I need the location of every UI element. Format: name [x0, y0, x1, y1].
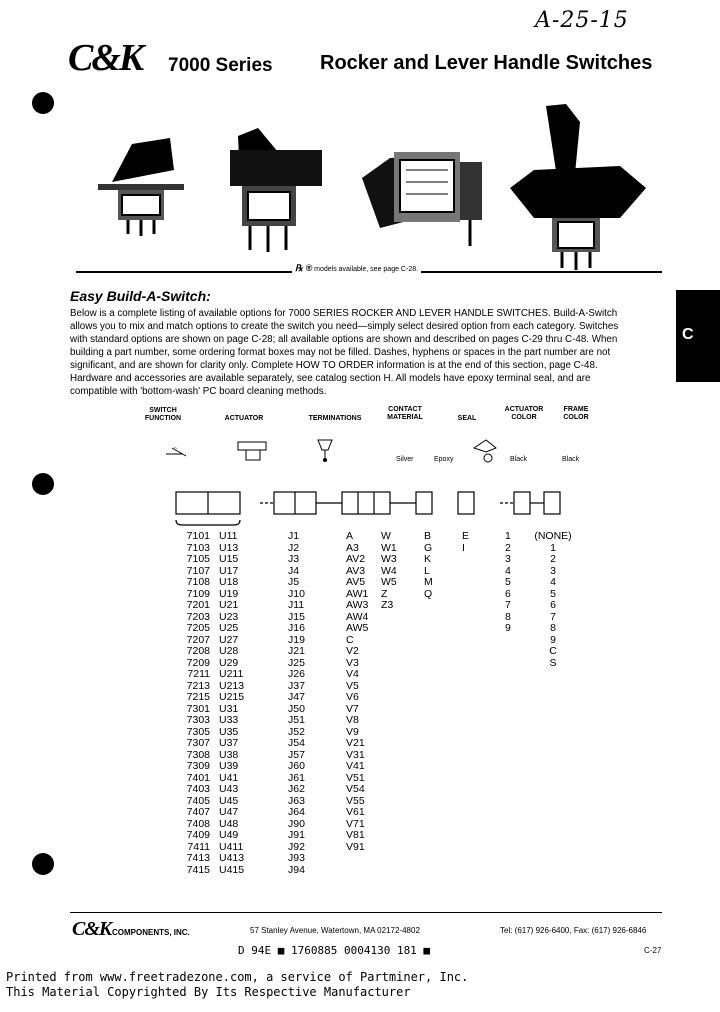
label-silver: Silver: [396, 456, 414, 463]
option-code: V55: [346, 794, 365, 807]
option-code: J60: [288, 760, 305, 772]
option-code: 7207: [186, 633, 210, 646]
option-code: J62: [288, 783, 305, 795]
option-code: U15: [219, 553, 239, 565]
option-code: J51: [288, 714, 305, 726]
intro-line: significant, and are shown for clarity only. Complete HOW TO ORDER information is at the end of this section, page C-48.: [70, 360, 598, 371]
option-code: V8: [346, 714, 359, 726]
option-code: 7101: [186, 530, 210, 542]
option-code: V2: [346, 645, 359, 657]
option-code: U45: [219, 794, 239, 807]
actuator-icon: [238, 442, 266, 460]
option-code: AV3: [346, 564, 366, 577]
option-code: J54: [288, 737, 305, 749]
option-code: U11: [219, 530, 238, 542]
option-code: U39: [219, 760, 239, 772]
option-code: AV2: [346, 553, 366, 565]
footer-address: 57 Stanley Avenue, Watertown, MA 02172-4802: [250, 926, 420, 935]
option-code: J90: [288, 817, 305, 830]
option-code: L: [424, 564, 430, 577]
header-terminations: TERMINATIONS: [308, 415, 362, 422]
label-epoxy: Epoxy: [434, 456, 454, 463]
large-lever-switch-photo: [510, 104, 646, 270]
option-code: 7305: [186, 725, 210, 738]
option-code: 7208: [186, 645, 210, 657]
option-code: J10: [288, 587, 305, 600]
option-code: A3: [346, 541, 359, 554]
ul-csa-icon: ℞ ®: [295, 263, 313, 273]
page-title: Rocker and Lever Handle Switches: [320, 52, 653, 74]
header-actuator: ACTUATOR: [224, 415, 264, 422]
option-code: AW3: [346, 599, 369, 611]
option-code: 7307: [186, 737, 210, 749]
option-code: U47: [219, 806, 239, 818]
option-code: 7408: [186, 817, 210, 830]
option-code: U411: [219, 840, 244, 853]
svg-text:~: ~: [174, 446, 178, 452]
terminations-box: [342, 492, 390, 514]
printed-notice-line: Printed from www.freetradezone.com, a service of Partminer, Inc.: [6, 970, 469, 984]
option-code: U27: [219, 633, 239, 646]
option-code: U23: [219, 610, 239, 623]
option-code: U415: [219, 863, 245, 876]
option-code: C: [549, 645, 557, 657]
option-code: J92: [288, 840, 305, 853]
footer-phone-fax: Tel: (617) 926-6400, Fax: (617) 926-6846: [500, 926, 647, 935]
actuator-color-options: [505, 531, 519, 635]
label-black-frame: Black: [562, 456, 580, 463]
footer-company: COMPONENTS, INC.: [112, 928, 190, 937]
option-code: 4: [505, 564, 511, 577]
option-code: 9: [550, 633, 556, 646]
option-code: K: [424, 553, 432, 565]
printed-notice-line: This Material Copyrighted By Its Respective Manufacturer: [6, 985, 411, 999]
option-code: V41: [346, 760, 365, 772]
option-code: 7107: [186, 564, 210, 577]
option-code: 2: [550, 553, 556, 565]
option-code: 7108: [186, 576, 210, 588]
option-code: AV5: [346, 576, 366, 588]
option-code: 7301: [186, 702, 210, 715]
option-code: 5: [505, 576, 511, 588]
option-code: U35: [219, 725, 239, 738]
option-code: U28: [219, 645, 239, 657]
option-code: S: [549, 656, 557, 669]
option-code: 7201: [186, 599, 210, 611]
option-code: I: [462, 541, 465, 554]
terminations-w-options: [381, 531, 407, 612]
rocker-switch-small-photo: [98, 138, 184, 236]
option-code: U29: [219, 656, 239, 669]
header-frame-color: FRAME COLOR: [563, 406, 589, 421]
option-code: 7403: [186, 783, 210, 795]
label-black-actuator: Black: [510, 456, 528, 463]
option-code: 7: [550, 610, 556, 623]
series-name: 7000 Series: [168, 55, 273, 76]
option-code: U38: [219, 748, 239, 761]
contact-material-options: [424, 531, 440, 600]
option-code: B: [424, 530, 432, 542]
ck-logo: C&K: [68, 37, 143, 79]
option-code: Z: [381, 587, 388, 600]
option-code: U215: [219, 691, 245, 703]
option-code: 8: [505, 610, 511, 623]
option-code: V61: [346, 806, 365, 818]
option-code: J63: [288, 794, 305, 807]
option-code: U211: [219, 668, 244, 680]
footer-rule: [70, 912, 662, 913]
option-code: 2: [505, 541, 511, 554]
option-code: V71: [346, 817, 365, 830]
option-code: W5: [381, 576, 397, 588]
footer-logo: C&K: [72, 918, 112, 940]
option-code: AW5: [346, 622, 369, 634]
option-code: J4: [288, 564, 300, 577]
option-code: J61: [288, 771, 305, 784]
intro-line: Hardware and accessories are available separately, see catalog section H. All models have epoxy terminal seal, and are: [70, 373, 591, 384]
option-code: U18: [219, 576, 239, 588]
binder-hole-middle: [32, 473, 54, 495]
intro-line: allows you to mix and match options to create the switch you need—simply select desired option from each category. Switches: [70, 321, 619, 332]
rocker-switch-angled-photo: [362, 152, 482, 246]
option-code: 7409: [186, 829, 210, 841]
option-code: U48: [219, 817, 239, 830]
option-code: 1: [550, 541, 556, 554]
option-code: U213: [219, 679, 245, 692]
option-code: V51: [346, 771, 365, 784]
terminations-icon: [318, 440, 332, 462]
option-code: W: [381, 530, 391, 542]
option-code: V6: [346, 691, 359, 703]
option-code: AW1: [346, 587, 369, 600]
option-code: 1: [505, 530, 511, 542]
option-code: V5: [346, 679, 359, 692]
option-code: 7407: [186, 806, 210, 818]
actuator-color-box: [514, 492, 530, 514]
seal-options: [462, 531, 476, 554]
option-code: J5: [288, 576, 300, 588]
option-code: 6: [505, 587, 511, 600]
option-code: 7415: [186, 863, 210, 876]
option-code: G: [424, 541, 433, 554]
option-code: J57: [288, 748, 305, 761]
frame-color-options: [533, 531, 573, 669]
option-code: 7405: [186, 794, 210, 807]
option-code: 4: [550, 576, 556, 588]
handwritten-note: A-25-15: [535, 8, 629, 33]
option-code: J37: [288, 679, 305, 692]
option-code: J64: [288, 806, 305, 818]
option-code: J11: [288, 599, 305, 611]
option-code: V54: [346, 783, 365, 795]
option-code: 7303: [186, 714, 210, 726]
option-code: J47: [288, 691, 305, 703]
intro-line: building a part number, some ordering format boxes may not be filled. Dashes, hyphens or spaces in the part number are not: [70, 347, 611, 358]
option-code: 7109: [186, 587, 210, 600]
option-code: W3: [381, 553, 397, 565]
binder-hole-top: [32, 92, 54, 114]
option-code: J21: [288, 645, 305, 657]
option-code: U13: [219, 541, 239, 554]
option-code: W4: [381, 564, 397, 577]
product-photos: [90, 100, 662, 272]
option-code: U19: [219, 587, 239, 600]
section-title: Easy Build-A-Switch:: [70, 288, 211, 304]
option-code: V81: [346, 829, 365, 841]
intro-line: compatible with 'bottom-wash' PC board cleaning methods.: [70, 386, 327, 397]
option-code: J26: [288, 668, 305, 680]
option-code: 7203: [186, 610, 210, 623]
ul-csa-approval-note: ℞ ® models available, see page C-28.: [292, 263, 421, 274]
option-code: J16: [288, 622, 305, 634]
option-code: 7401: [186, 771, 210, 784]
switch-function-icon: [166, 446, 186, 456]
option-code: U17: [219, 564, 239, 577]
option-code: M: [424, 576, 433, 588]
option-code: V7: [346, 702, 359, 715]
option-code: Z3: [381, 599, 394, 611]
option-code: U37: [219, 737, 239, 749]
intro-paragraph: [70, 307, 662, 398]
option-code: U43: [219, 783, 239, 795]
option-code: J3: [288, 553, 300, 565]
option-code: J19: [288, 633, 305, 646]
option-code: J25: [288, 656, 305, 669]
option-code: 7411: [187, 840, 210, 853]
option-code: 5: [550, 587, 556, 600]
option-code: 7103: [186, 541, 210, 554]
option-code: J94: [288, 863, 305, 876]
option-code: J2: [288, 541, 300, 554]
option-code: 3: [505, 553, 511, 565]
option-code: 7308: [186, 748, 210, 761]
option-code: U413: [219, 852, 245, 864]
seal-icon: [474, 440, 496, 462]
option-code: J52: [288, 725, 305, 738]
option-code: W1: [381, 541, 397, 554]
option-code: V31: [346, 748, 365, 761]
section-tab-letter: C: [682, 326, 694, 343]
option-code: Q: [424, 587, 433, 600]
option-code: V3: [346, 656, 359, 669]
option-code: 3: [550, 564, 556, 577]
option-code: 7205: [186, 622, 210, 634]
option-code: C: [346, 633, 354, 646]
intro-line: with standard options are shown on page C-28; all available options are shown and described on pages C-29 thru C-48. When: [70, 334, 618, 345]
header-contact-material: CONTACT MATERIAL: [387, 406, 423, 421]
option-code: 7215: [186, 691, 210, 703]
option-code: V9: [346, 725, 359, 738]
header-seal: SEAL: [457, 415, 477, 422]
option-code: J93: [288, 852, 305, 864]
option-code: U25: [219, 622, 239, 634]
header-actuator-color: ACTUATOR COLOR: [504, 406, 544, 421]
page-number: C-27: [644, 946, 662, 955]
lever-handle-switch-photo: [230, 128, 322, 252]
header-switch-function: SWITCH FUNCTION: [144, 407, 182, 422]
option-code: 6: [550, 599, 556, 611]
option-code: A: [346, 530, 354, 542]
option-code: V91: [346, 840, 365, 853]
option-code: 8: [550, 622, 556, 634]
frame-color-box: [544, 492, 560, 514]
seal-box: [458, 492, 474, 514]
option-code: J50: [288, 702, 305, 715]
option-code: AW4: [346, 610, 369, 623]
category-icons: [160, 438, 620, 474]
intro-line: Below is a complete listing of available options for 7000 SERIES ROCKER AND LEVER HANDLE SWITCHES. Build-A-Switch: [70, 308, 618, 319]
barcode-line: D 94E ■ 1760885 0004130 181 ■: [238, 944, 431, 957]
option-code: U31: [219, 702, 239, 715]
option-code: V21: [346, 737, 365, 749]
switch-function-options: [172, 531, 210, 876]
option-code: 7: [505, 599, 511, 611]
option-code: U33: [219, 714, 239, 726]
option-code: J15: [288, 610, 305, 623]
actuator-options: [219, 531, 259, 876]
binder-hole-bottom: [32, 853, 54, 875]
option-code: 7213: [186, 679, 210, 692]
option-code: 7105: [186, 553, 210, 565]
option-code: U49: [219, 829, 239, 841]
option-code: V4: [346, 668, 359, 680]
option-code: J91: [288, 829, 305, 841]
option-code: 7413: [186, 852, 210, 864]
option-code: U21: [219, 599, 239, 611]
ordering-format-boxes: [170, 488, 580, 528]
option-code: 9: [505, 622, 511, 634]
option-code: J1: [288, 530, 300, 542]
option-code: 7209: [186, 656, 210, 669]
option-code: (NONE): [534, 530, 572, 542]
option-code: U41: [219, 771, 239, 784]
option-code: 7211: [187, 668, 210, 680]
printed-notice: [6, 970, 468, 1000]
option-code: E: [462, 530, 470, 542]
option-code: 7309: [186, 760, 210, 772]
terminations-a-options: [346, 531, 380, 853]
terminations-j-options: [288, 531, 322, 876]
contact-material-box: [416, 492, 432, 514]
